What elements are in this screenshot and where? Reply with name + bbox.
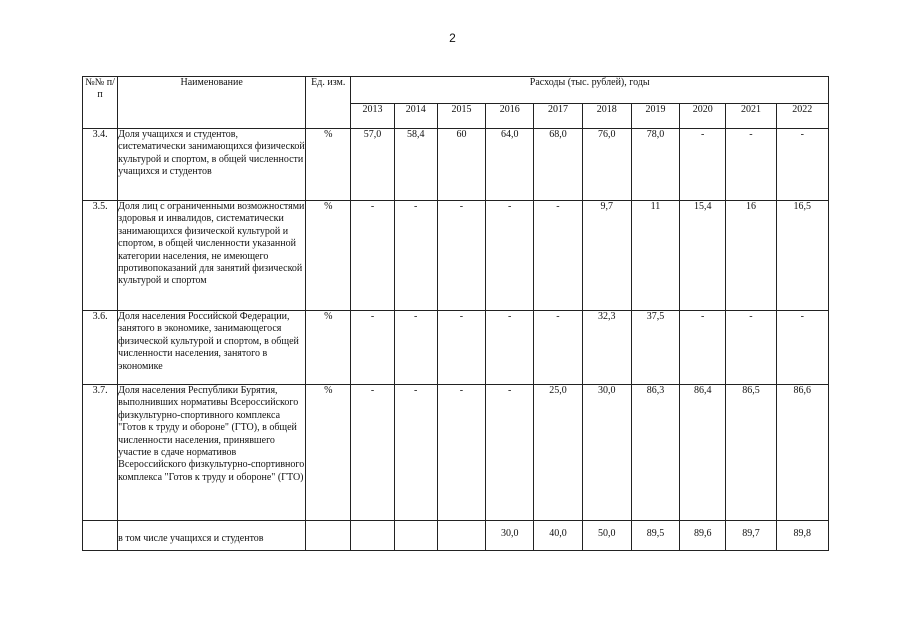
- row-value: -: [680, 129, 726, 201]
- row-value: -: [534, 201, 582, 311]
- row-value: 89,5: [631, 521, 679, 551]
- row-value: -: [486, 311, 534, 385]
- row-value: 68,0: [534, 129, 582, 201]
- row-name: Доля населения Республики Бурятия, выполнивших нормативы Всероссийского физкультурно-спортивного комплекса "Готов к труду и обороне" (ГТО), в общей численности населения, принявшего участие в сдаче нормативов Всероссийского физкультурно-спортивного комплекса "Готов к труду и обороне" (ГТО): [118, 385, 306, 521]
- row-value: -: [680, 311, 726, 385]
- row-value: 86,5: [726, 385, 776, 521]
- row-number: 3.6.: [83, 311, 118, 385]
- row-value: 57,0: [351, 129, 394, 201]
- header-year: 2013: [351, 104, 394, 129]
- row-unit: %: [306, 385, 351, 521]
- row-value: -: [351, 311, 394, 385]
- table-row: [83, 385, 829, 521]
- row-value: -: [486, 201, 534, 311]
- row-value: -: [394, 385, 437, 521]
- header-year: 2018: [582, 104, 631, 129]
- row-value: 89,8: [776, 521, 828, 551]
- row-value: -: [437, 201, 485, 311]
- table-row: [83, 201, 829, 311]
- row-value: 89,6: [680, 521, 726, 551]
- row-value: 60: [437, 129, 485, 201]
- row-value: 58,4: [394, 129, 437, 201]
- row-name: Доля учащихся и студентов, систематически занимающихся физической культурой и спортом, в общей численности учащихся и студентов: [118, 129, 306, 201]
- header-year: 2021: [726, 104, 776, 129]
- row-value: 40,0: [534, 521, 582, 551]
- expenses-table: [82, 76, 829, 551]
- header-year: 2019: [631, 104, 679, 129]
- row-value: 25,0: [534, 385, 582, 521]
- header-num: №№ п/п: [83, 77, 118, 129]
- row-number: 3.7.: [83, 385, 118, 521]
- table-subrow: [83, 521, 829, 551]
- row-value: -: [437, 385, 485, 521]
- row-number: 3.4.: [83, 129, 118, 201]
- row-name: Доля лиц с ограниченными возможностями здоровья и инвалидов, систематически занимающихся физической культурой и спортом, в общей численности указанной категории населения, не имеющего противопоказаний для занятий физической культурой и спортом: [118, 201, 306, 311]
- row-value: 37,5: [631, 311, 679, 385]
- row-value: 89,7: [726, 521, 776, 551]
- header-year: 2015: [437, 104, 485, 129]
- row-value: -: [351, 201, 394, 311]
- row-value: -: [394, 311, 437, 385]
- header-year: 2014: [394, 104, 437, 129]
- row-value: -: [394, 201, 437, 311]
- row-value: -: [776, 129, 828, 201]
- header-row-top: [83, 77, 829, 104]
- header-year: 2022: [776, 104, 828, 129]
- table-body: [83, 129, 829, 551]
- row-unit: %: [306, 311, 351, 385]
- table-row: [83, 311, 829, 385]
- row-value: -: [437, 311, 485, 385]
- row-value: [437, 521, 485, 551]
- row-value: 86,6: [776, 385, 828, 521]
- row-value: 86,3: [631, 385, 679, 521]
- row-value: -: [726, 311, 776, 385]
- row-value: -: [776, 311, 828, 385]
- header-name: Наименование: [118, 77, 306, 129]
- row-value: 30,0: [582, 385, 631, 521]
- header-year: 2016: [486, 104, 534, 129]
- row-value: 11: [631, 201, 679, 311]
- row-value: 76,0: [582, 129, 631, 201]
- page-number: 2: [449, 31, 456, 45]
- row-unit: %: [306, 129, 351, 201]
- row-number: 3.5.: [83, 201, 118, 311]
- row-value: 78,0: [631, 129, 679, 201]
- row-value: 9,7: [582, 201, 631, 311]
- row-value: -: [534, 311, 582, 385]
- row-name: Доля населения Российской Федерации, занятого в экономике, занимающегося физической культурой и спортом, в общей численности населения, занятого в экономике: [118, 311, 306, 385]
- header-unit: Ед. изм.: [306, 77, 351, 129]
- header-year: 2017: [534, 104, 582, 129]
- header-year: 2020: [680, 104, 726, 129]
- row-unit: [306, 521, 351, 551]
- row-value: 30,0: [486, 521, 534, 551]
- row-value: -: [351, 385, 394, 521]
- row-value: 32,3: [582, 311, 631, 385]
- row-name: в том числе учащихся и студентов: [118, 521, 306, 551]
- row-value: [394, 521, 437, 551]
- row-value: 50,0: [582, 521, 631, 551]
- row-value: 86,4: [680, 385, 726, 521]
- table-row: [83, 129, 829, 201]
- row-number: [83, 521, 118, 551]
- row-unit: %: [306, 201, 351, 311]
- row-value: 16,5: [776, 201, 828, 311]
- row-value: 64,0: [486, 129, 534, 201]
- row-value: [351, 521, 394, 551]
- row-value: -: [486, 385, 534, 521]
- row-value: 16: [726, 201, 776, 311]
- row-value: -: [726, 129, 776, 201]
- header-expenses: Расходы (тыс. рублей), годы: [351, 77, 829, 104]
- row-value: 15,4: [680, 201, 726, 311]
